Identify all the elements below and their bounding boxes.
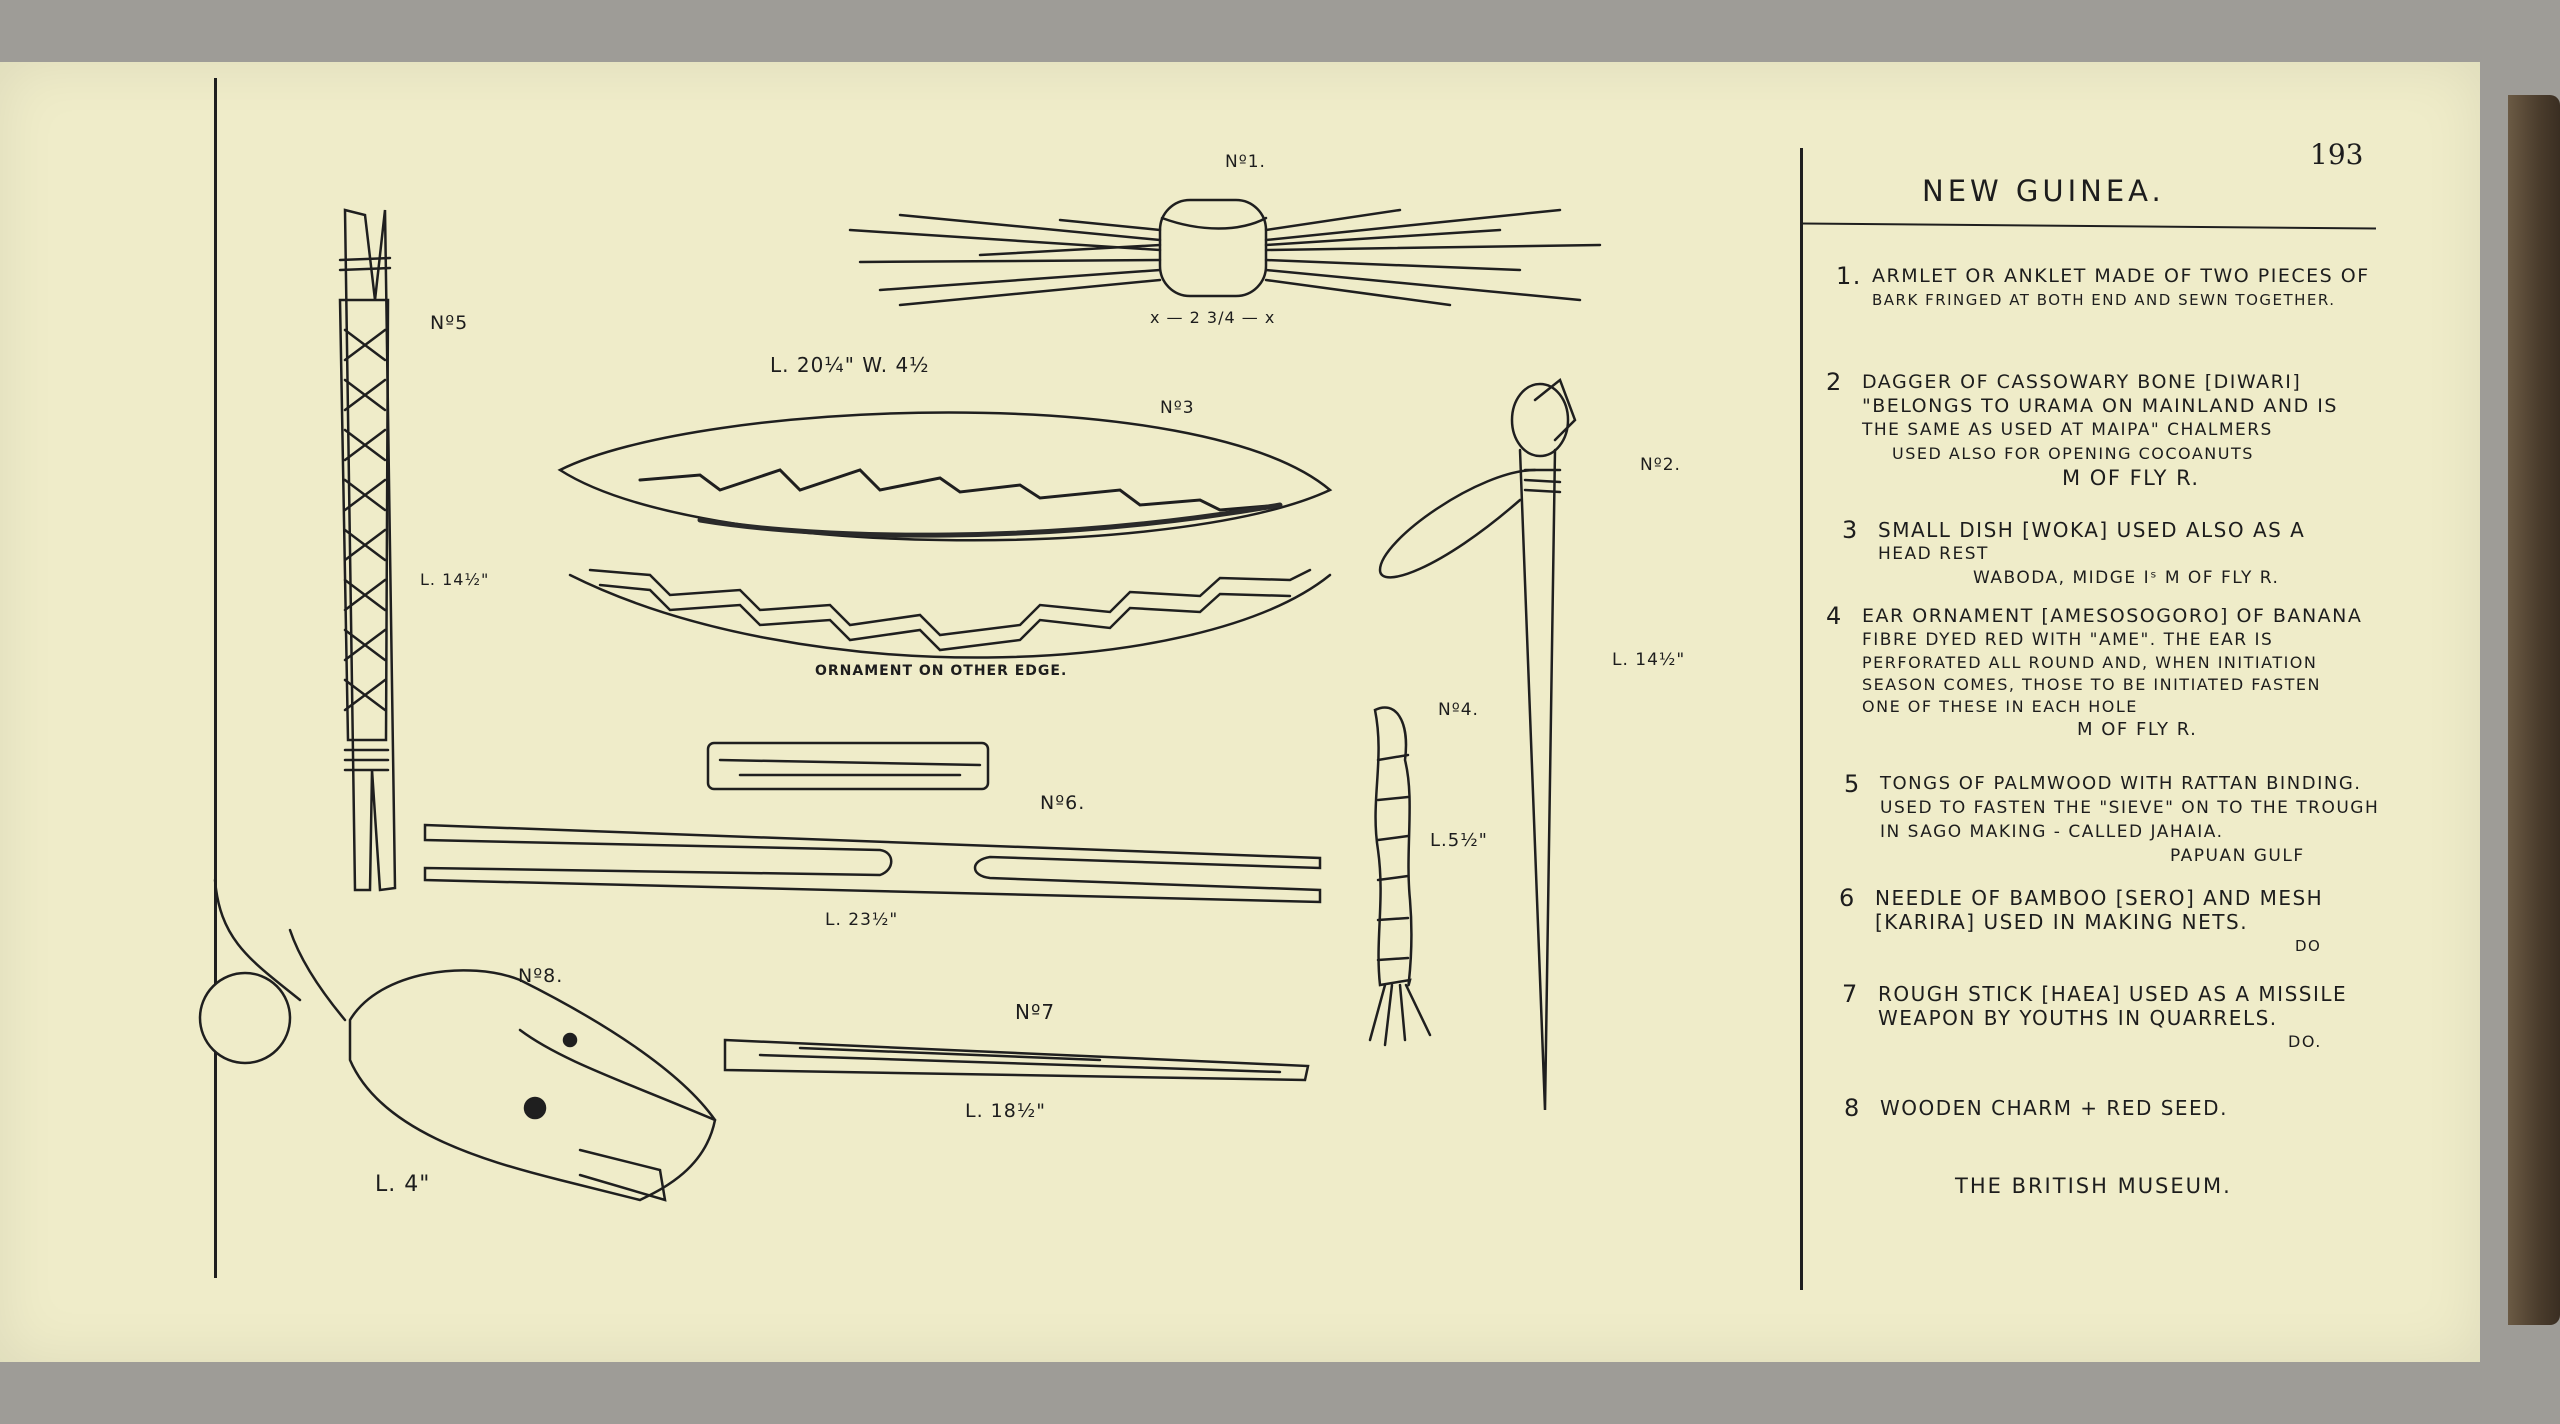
entry-line: ROUGH STICK [HAEA] USED AS A MISSILE xyxy=(1878,982,2348,1006)
entry-line: WEAPON BY YOUTHS IN QUARRELS. xyxy=(1878,1006,2278,1030)
armlet-drawing xyxy=(850,200,1600,305)
entry-line: USED ALSO FOR OPENING COCOANUTS xyxy=(1892,444,2254,463)
entry-2 xyxy=(1826,368,2338,490)
figure-2-dimension: L. 14½" xyxy=(1612,650,1686,670)
entry-8 xyxy=(1844,1094,2228,1122)
entry-line: ONE OF THESE IN EACH HOLE xyxy=(1862,697,2138,716)
entry-line: ARMLET OR ANKLET MADE OF TWO PIECES OF xyxy=(1872,265,2370,287)
entry-source: DO xyxy=(2295,937,2322,955)
figure-5-label: Nº5 xyxy=(430,312,469,334)
figure-8-label: Nº8. xyxy=(518,965,564,987)
needle-drawing xyxy=(425,743,1320,902)
figure-4-dimension: L.5½" xyxy=(1430,830,1488,851)
entry-source: M OF FLY R. xyxy=(2077,719,2198,740)
entry-line: EAR ORNAMENT [AMESOSOGORO] OF BANANA xyxy=(1862,605,2363,627)
entry-line: NEEDLE OF BAMBOO [SERO] AND MESH xyxy=(1875,886,2324,910)
entry-4 xyxy=(1826,602,2363,742)
entry-source: PAPUAN GULF xyxy=(2170,846,2305,866)
ear-ornament-drawing xyxy=(1370,707,1430,1045)
entry-number: 6 xyxy=(1839,884,1856,912)
figure-6-dimension: L. 23½" xyxy=(825,910,899,930)
entry-source: M OF FLY R. xyxy=(2062,466,2200,490)
entry-line: DAGGER OF CASSOWARY BONE [DIWARI] xyxy=(1862,371,2302,393)
figure-7-label: Nº7 xyxy=(1015,1000,1056,1024)
figure-8-dimension: L. 4" xyxy=(375,1172,431,1197)
entry-line: PERFORATED ALL ROUND AND, WHEN INITIATION xyxy=(1862,653,2318,672)
entry-source: DO. xyxy=(2288,1032,2322,1051)
tongs-drawing xyxy=(340,210,395,890)
entry-line: BARK FRINGED AT BOTH END AND SEWN TOGETHER. xyxy=(1872,291,2336,309)
entry-line: "BELONGS TO URAMA ON MAINLAND AND IS xyxy=(1862,395,2338,417)
entry-5 xyxy=(1844,770,2380,868)
entry-number: 1. xyxy=(1836,262,1862,290)
figure-1-dimension: x — 2 3/4 — x xyxy=(1150,308,1276,327)
figure-3-dimension: L. 20¼" W. 4½ xyxy=(770,353,930,377)
dish-drawing xyxy=(560,413,1330,658)
entry-number: 7 xyxy=(1842,980,1859,1008)
entry-6 xyxy=(1839,884,2324,958)
figure-4-label: Nº4. xyxy=(1438,700,1479,720)
dagger-drawing xyxy=(1380,380,1575,1110)
entry-line: SMALL DISH [WOKA] USED ALSO AS A xyxy=(1878,518,2306,542)
entry-7 xyxy=(1842,980,2348,1054)
entry-number: 3 xyxy=(1842,516,1859,544)
entry-line: HEAD REST xyxy=(1878,544,1989,564)
figure-6-label: Nº6. xyxy=(1040,792,1086,814)
figure-7-dimension: L. 18½" xyxy=(965,1100,1046,1122)
entry-number: 8 xyxy=(1844,1094,1861,1122)
entry-line: WOODEN CHARM + RED SEED. xyxy=(1880,1096,2228,1120)
entry-number: 4 xyxy=(1826,602,1843,630)
entry-1 xyxy=(1836,262,2370,312)
entry-line: SEASON COMES, THOSE TO BE INITIATED FASTEN xyxy=(1862,675,2321,694)
entry-number: 2 xyxy=(1826,368,1843,396)
figure-2-label: Nº2. xyxy=(1640,455,1681,475)
entry-line: USED TO FASTEN THE "SIEVE" ON TO THE TROUGH xyxy=(1880,798,2380,818)
page-number: 193 xyxy=(2310,138,2364,171)
charm-drawing xyxy=(200,880,715,1200)
museum-credit: THE BRITISH MUSEUM. xyxy=(1955,1174,2232,1198)
entry-line: FIBRE DYED RED WITH "AME". THE EAR IS xyxy=(1862,630,2274,650)
entry-line: TONGS OF PALMWOOD WITH RATTAN BINDING. xyxy=(1880,773,2362,794)
entry-line: THE SAME AS USED AT MAIPA" CHALMERS xyxy=(1862,420,2273,440)
figure-3-label: Nº3 xyxy=(1160,398,1195,418)
entry-3 xyxy=(1842,516,2306,590)
entry-line: IN SAGO MAKING - CALLED JAHAIA. xyxy=(1880,822,2224,842)
figure-1-label: Nº1. xyxy=(1225,152,1266,172)
rough-stick-drawing xyxy=(725,1040,1308,1080)
figure-3-caption: ORNAMENT ON OTHER EDGE. xyxy=(815,663,1068,679)
entry-source: WABODA, MIDGE Iˢ M OF FLY R. xyxy=(1973,568,2280,588)
entry-number: 5 xyxy=(1844,770,1861,798)
entry-line: [KARIRA] USED IN MAKING NETS. xyxy=(1875,910,2249,934)
figure-5-dimension: L. 14½" xyxy=(420,570,490,589)
page-title: NEW GUINEA. xyxy=(1922,174,2165,208)
